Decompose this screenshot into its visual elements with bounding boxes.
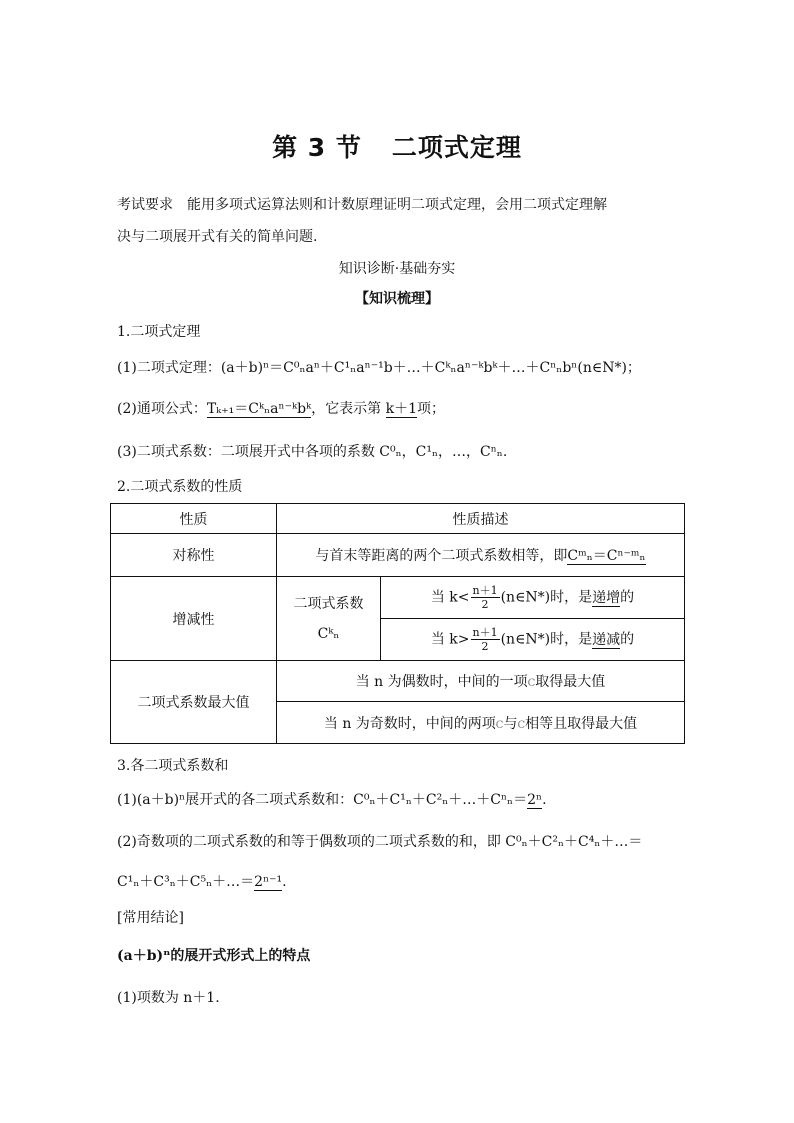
header-property: 性质 bbox=[111, 504, 277, 534]
binomial-formula: (a＋b)ⁿ＝C⁰ₙaⁿ＋C¹ₙaⁿ⁻¹b＋…＋Cᵏₙaⁿ⁻ᵏbᵏ＋…＋Cⁿₙbⁿ(n∈N*)； bbox=[220, 360, 641, 376]
symmetry-description: 与首末等距离的两个二项式系数相等，即Cᵐₙ＝Cⁿ⁻ᵐₙ bbox=[277, 534, 685, 577]
sec2-heading: 2.二项式系数的性质 bbox=[117, 479, 243, 495]
sec1-heading: 1.二项式定理 bbox=[117, 324, 201, 340]
sum-value: 2ⁿ bbox=[527, 792, 543, 808]
max-label: 二项式系数最大值 bbox=[111, 661, 277, 744]
knowledge-heading: 【知识梳理】 bbox=[355, 291, 439, 307]
monotonic-label: 增减性 bbox=[111, 577, 277, 661]
table-header-row bbox=[111, 504, 685, 534]
even-cell: 当 n 为偶数时，中间的一项C取得最大值 bbox=[277, 661, 685, 702]
exam-requirement-line1: 考试要求 能用多项式运算法则和计数原理证明二项式定理，会用二项式定理解 bbox=[117, 197, 607, 213]
exam-requirement-line2: 决与二项展开式有关的简单问题. bbox=[117, 229, 318, 245]
fraction: $\frac{n+1}{2}$ bbox=[472, 584, 498, 611]
general-term-line: (2)通项公式：Tₖ₊₁＝Cᵏₙaⁿ⁻ᵏbᵏ，它表示第 k＋1项； bbox=[117, 401, 445, 417]
fraction: $\frac{n+1}{2}$ bbox=[472, 626, 498, 653]
table-row bbox=[111, 577, 685, 619]
coefficient-cell: 二项式系数 Cᵏₙ bbox=[277, 577, 381, 661]
sec3-heading: 3.各二项式系数和 bbox=[117, 758, 229, 774]
symmetry-formula: Cᵐₙ＝Cⁿ⁻ᵐₙ bbox=[567, 548, 646, 564]
binomial-theorem-line: (1)二项式定理：(a＋b)ⁿ＝C⁰ₙaⁿ＋C¹ₙaⁿ⁻¹b＋…＋Cᵏₙaⁿ⁻ᵏbᵏ＋…＋Cⁿₙbⁿ(n∈N*)； bbox=[117, 360, 641, 376]
table-row bbox=[111, 661, 685, 702]
half-sum-value: 2ⁿ⁻¹ bbox=[254, 874, 283, 890]
table-row bbox=[111, 534, 685, 577]
binomial-coefficient-line: (3)二项式系数：二项展开式中各项的系数 C⁰ₙ，C¹ₙ，…，Cⁿₙ. bbox=[117, 444, 508, 460]
page-title bbox=[0, 128, 794, 164]
conclusions-heading: [常用结论] bbox=[117, 910, 184, 926]
section-number: 第 3 节 bbox=[272, 133, 362, 162]
term-count-line: (1)项数为 n＋1. bbox=[117, 990, 220, 1006]
symmetry-label: 对称性 bbox=[111, 534, 277, 577]
odd-cell: 当 n 为奇数时，中间的两项C与C相等且取得最大值 bbox=[277, 702, 685, 744]
subheading: 知识诊断·基础夯实 bbox=[338, 261, 456, 277]
general-term-formula: Tₖ₊₁＝Cᵏₙaⁿ⁻ᵏbᵏ bbox=[206, 401, 312, 417]
feature-heading: (a＋b)ⁿ的展开式形式上的特点 bbox=[117, 948, 311, 964]
term-index: k＋1 bbox=[385, 401, 417, 417]
odd-even-sum-line2: C¹ₙ＋C³ₙ＋C⁵ₙ＋…＝2ⁿ⁻¹. bbox=[117, 874, 287, 890]
coefficient-sum-line: (1)(a＋b)ⁿ展开式的各二项式系数和：C⁰ₙ＋C¹ₙ＋C²ₙ＋…＋Cⁿₙ＝2ⁿ. bbox=[117, 792, 547, 808]
properties-table bbox=[110, 503, 685, 744]
increasing-cell: 当 k< $\frac{n+1}{2}$ (n∈N*)时，是递增的 bbox=[381, 577, 685, 619]
odd-even-sum-line1: (2)奇数项的二项式系数的和等于偶数项的二项式系数的和，即 C⁰ₙ＋C²ₙ＋C⁴ₙ＋…＝ bbox=[117, 834, 643, 850]
decreasing-cell: 当 k> $\frac{n+1}{2}$ (n∈N*)时，是递减的 bbox=[381, 619, 685, 661]
section-name: 二项式定理 bbox=[391, 133, 522, 162]
header-description: 性质描述 bbox=[277, 504, 685, 534]
